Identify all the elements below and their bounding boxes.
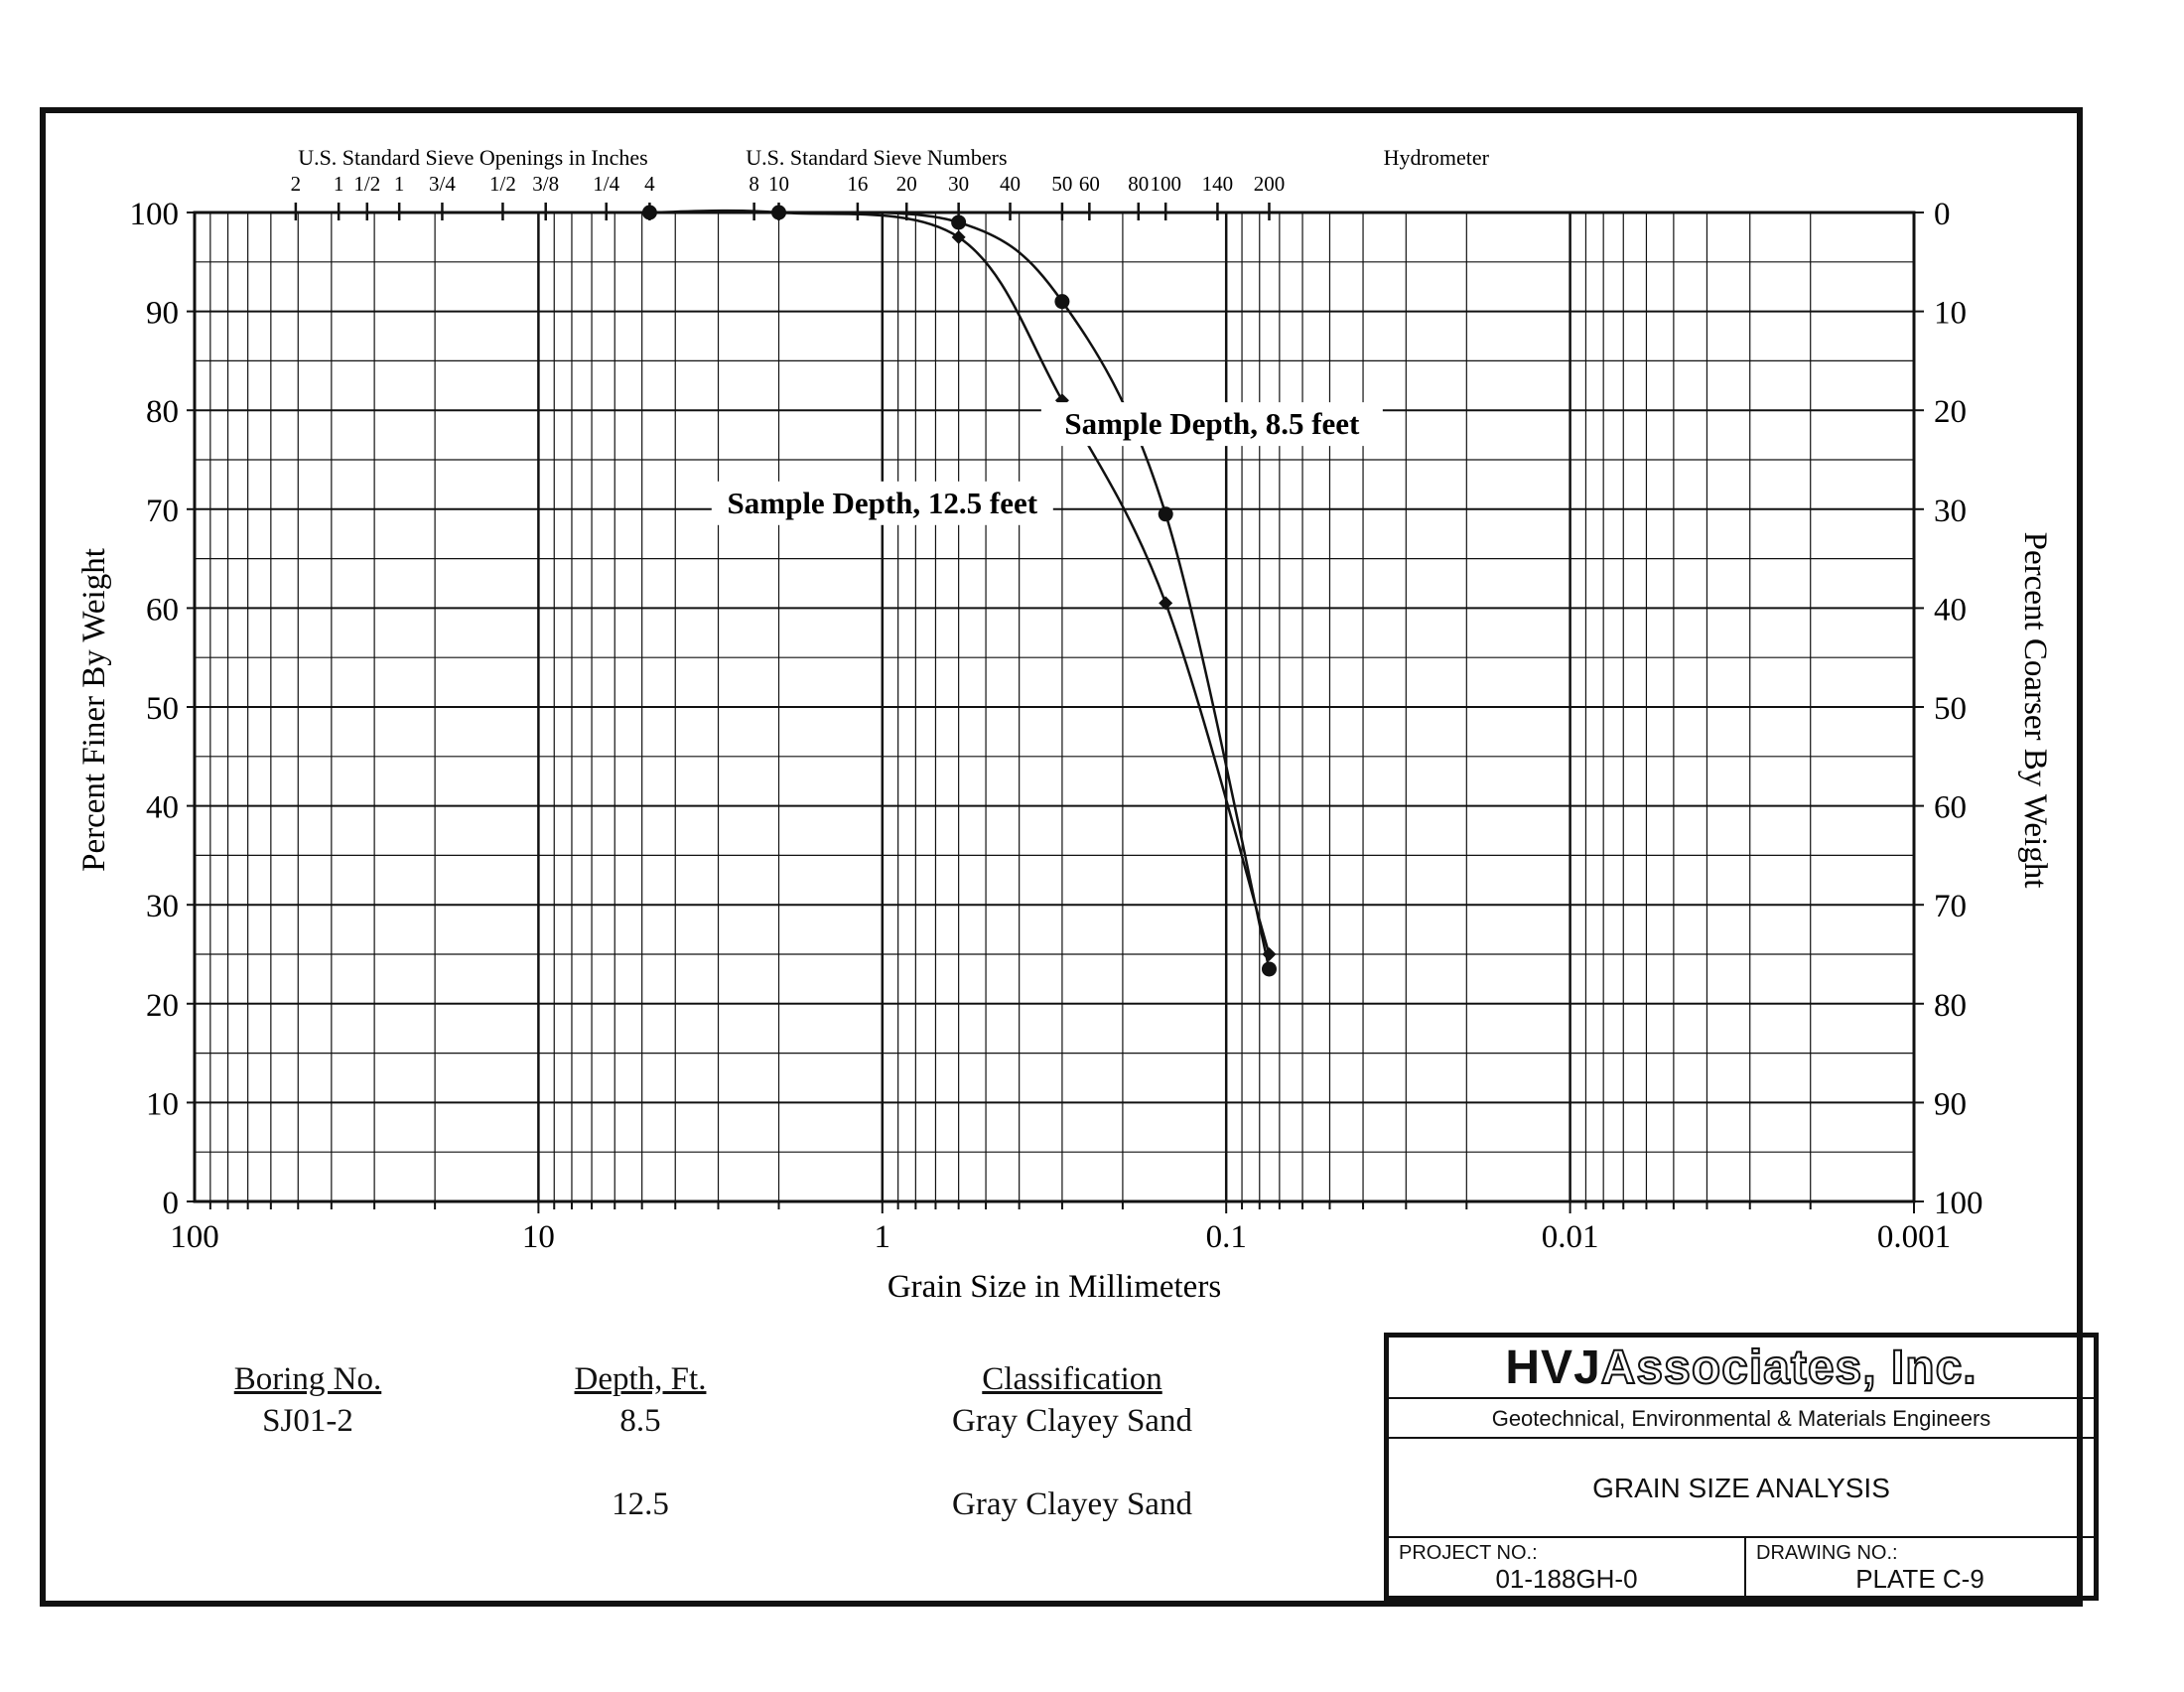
- classification-cell: Gray Clayey Sand: [952, 1403, 1192, 1439]
- sieve-tick-label: 8: [749, 172, 759, 196]
- company-logo-hvj: HVJ: [1505, 1341, 1601, 1394]
- y-axis-label: Percent Finer By Weight: [76, 548, 112, 872]
- y-tick-label: 0: [162, 1186, 179, 1221]
- title-block: [1384, 1333, 2099, 1601]
- depth-column: [541, 1358, 740, 1525]
- sieve-tick-label: 3/8: [532, 172, 560, 196]
- y-right-tick-label: 80: [1934, 987, 1967, 1024]
- y-right-tick-label: 40: [1934, 592, 1967, 629]
- sieve-tick-label: 60: [1078, 172, 1100, 196]
- project-value: 01-188GH-0: [1495, 1564, 1638, 1594]
- sieve-tick-label: 80: [1128, 172, 1150, 196]
- sieve-tick-label: 10: [768, 172, 790, 196]
- y-tick-label: 50: [146, 691, 179, 727]
- y-right-tick-label: 20: [1934, 394, 1967, 431]
- project-label: PROJECT NO.:: [1399, 1542, 1538, 1564]
- series-annotation: Sample Depth, 12.5 feet: [727, 485, 1038, 520]
- series-layer: [642, 206, 1277, 977]
- y-tick-label: 100: [129, 197, 179, 232]
- y-tick-label: 40: [146, 789, 179, 826]
- sieve-tick-label: 1/2: [353, 172, 381, 196]
- boring-column: [199, 1358, 417, 1442]
- drawing-cell: [1746, 1538, 2094, 1596]
- series-annotation: Sample Depth, 8.5 feet: [1064, 406, 1360, 442]
- sieve-tick-label: 1: [333, 172, 344, 196]
- x-tick-label: 0.001: [1876, 1219, 1952, 1255]
- drawing-label: DRAWING NO.:: [1756, 1542, 1898, 1564]
- annotation-layer: [712, 402, 1383, 525]
- depth-cell: 8.5: [619, 1403, 661, 1439]
- sieve-tick-label: 200: [1253, 172, 1286, 196]
- sieve-tick-label: 140: [1201, 172, 1234, 196]
- classification-cell: Gray Clayey Sand: [952, 1486, 1192, 1522]
- y-axis-label-right: Percent Coarser By Weight: [2017, 531, 2053, 889]
- drawing-title: GRAIN SIZE ANALYSIS: [1389, 1439, 2094, 1538]
- company-subtitle: Geotechnical, Environmental & Materials Engineers: [1389, 1399, 2094, 1439]
- sieve-tick-label: 50: [1051, 172, 1073, 196]
- sieve-tick-label: 1/2: [489, 172, 516, 196]
- top-axis: [291, 145, 1490, 220]
- x-tick-label: 0.01: [1541, 1219, 1599, 1255]
- company-name: [1389, 1338, 2094, 1399]
- sieve-group-title: Hydrometer: [1383, 145, 1489, 170]
- y-tick-label: 80: [146, 394, 179, 431]
- project-cell: [1389, 1538, 1746, 1596]
- y-right-tick-label: 30: [1934, 493, 1967, 529]
- y-tick-label: 90: [146, 295, 179, 332]
- sieve-tick-label: 100: [1150, 172, 1181, 196]
- depth-header: Depth, Ft.: [574, 1361, 707, 1397]
- x-tick-label: 0.1: [1205, 1219, 1247, 1255]
- y-right-tick-label: 50: [1934, 691, 1967, 727]
- x-tick-label: 100: [170, 1219, 219, 1255]
- sieve-tick-label: 30: [948, 172, 970, 196]
- data-point-circle: [1054, 294, 1069, 309]
- sieve-tick-label: 20: [895, 172, 917, 196]
- x-tick-label: 10: [521, 1219, 555, 1255]
- series-line: [649, 211, 1269, 954]
- boring-header: Boring No.: [233, 1361, 382, 1397]
- depth-cell: 12.5: [612, 1486, 669, 1522]
- data-point-circle: [951, 214, 966, 229]
- sieve-tick-label: 40: [1000, 172, 1022, 196]
- classification-header: Classification: [982, 1361, 1162, 1397]
- sieve-tick-label: 2: [290, 172, 302, 196]
- sieve-tick-label: 3/4: [429, 172, 456, 196]
- sieve-tick-label: 1: [393, 172, 405, 196]
- sieve-tick-label: 4: [644, 172, 655, 196]
- y-tick-label: 10: [146, 1086, 179, 1123]
- data-point-circle: [1262, 961, 1277, 976]
- sieve-group-title: U.S. Standard Sieve Openings in Inches: [298, 145, 648, 170]
- y-right-tick-label: 10: [1934, 295, 1967, 332]
- sieve-group-title: U.S. Standard Sieve Numbers: [746, 145, 1008, 170]
- data-point-circle: [1159, 506, 1173, 521]
- y-tick-label: 30: [146, 889, 179, 925]
- y-tick-label: 70: [146, 493, 179, 529]
- x-tick-label: 1: [874, 1219, 891, 1255]
- axis-tick-labels: [130, 197, 1983, 1255]
- boring-cell: SJ01-2: [262, 1403, 353, 1439]
- company-logo-associates: Associates, Inc.: [1600, 1341, 1978, 1394]
- y-tick-label: 20: [146, 987, 179, 1024]
- classification-column: [893, 1358, 1251, 1525]
- y-right-tick-label: 100: [1934, 1186, 1983, 1221]
- y-right-tick-label: 0: [1934, 197, 1951, 232]
- y-right-tick-label: 90: [1934, 1086, 1967, 1123]
- x-axis-label: Grain Size in Millimeters: [887, 1269, 1222, 1305]
- drawing-value: PLATE C-9: [1855, 1564, 1984, 1594]
- y-tick-label: 60: [146, 592, 179, 629]
- sieve-tick-label: 1/4: [593, 172, 620, 196]
- y-right-tick-label: 70: [1934, 889, 1967, 925]
- sieve-tick-label: 16: [847, 172, 869, 196]
- y-right-tick-label: 60: [1934, 789, 1967, 826]
